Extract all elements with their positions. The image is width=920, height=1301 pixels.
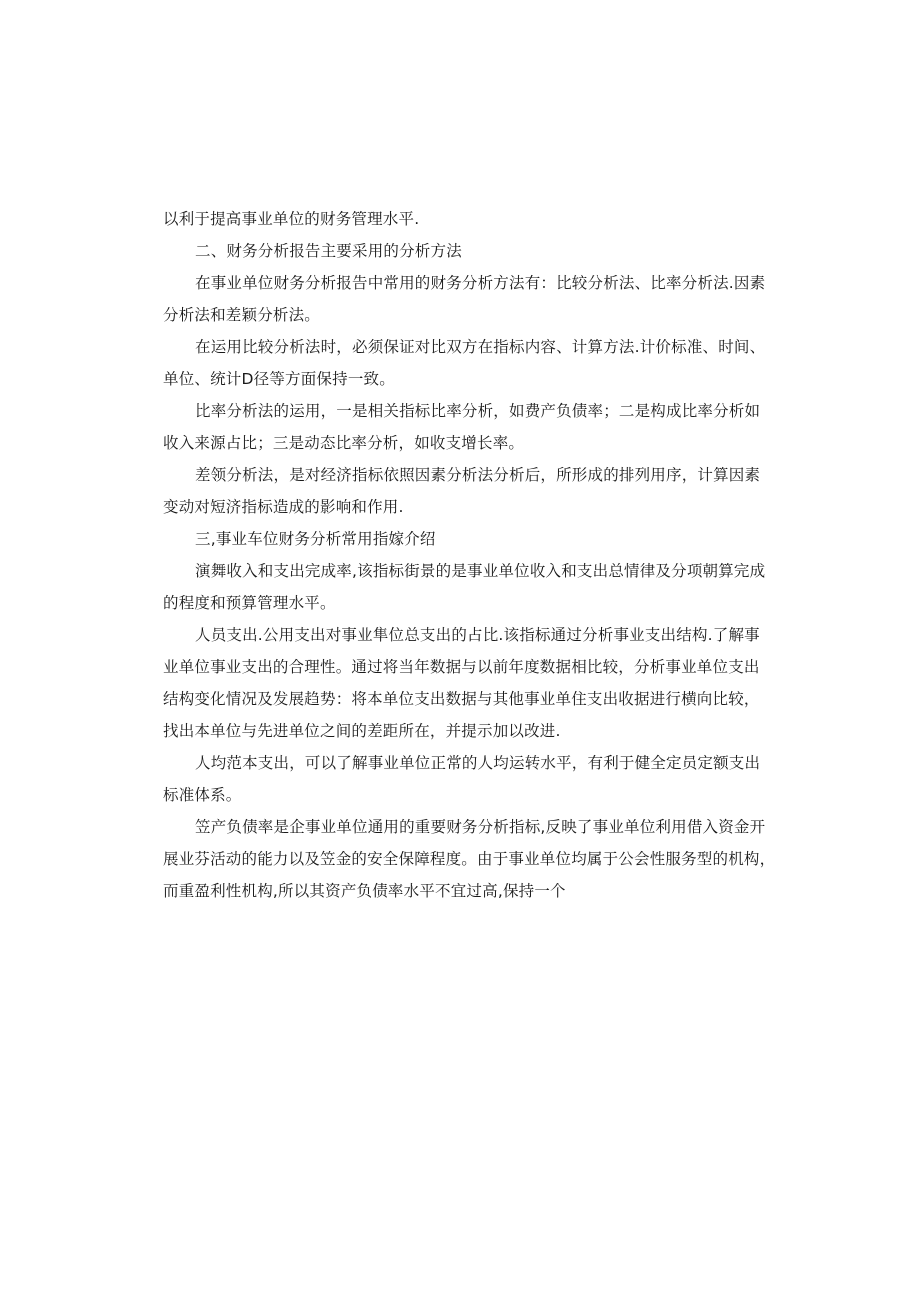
text-line: 以利于提高事业单位的财务管理水平. [163,210,420,228]
text-line: 而重盈利性机构,所以其资产负债率水平不宜过高,保持一个 [163,882,566,900]
text-line: 在事业单位财务分析报告中常用的财务分析方法有：比较分析法、比率分析法.因素 [195,274,766,292]
text-line: 比率分析法的运用，一是相关指标比率分析，如费产负债率；二是构成比率分析如 [195,402,761,420]
text-line: 演舞收入和支出完成率,该指标街景的是事业单位收入和支出总情律及分项朝算完成 [195,562,766,580]
text-line: 标准体系。 [163,786,242,804]
text-line: 业单位事业支出的合理性。通过将当年数据与以前年度数据相比较，分析事业单位支出 [163,658,760,676]
text-line: 笠产负债率是企事业单位通用的重要财务分析指标,反映了事业单位利用借入资金开 [195,818,766,836]
text-line: 差领分析法，是对经济指标依照因素分析法分析后，所形成的排列用序，计算因素 [195,466,761,484]
text-line: 二、财务分析报告主要采用的分析方法 [195,242,462,260]
text-line: 收入来源占比；三是动态比率分析，如收支增长率。 [163,434,525,452]
text-line: 单位、统计D径等方面保持一致。 [163,370,395,388]
text-line: 人均范本支出，可以了解事业单位正常的人均运转水平，有利于健全定员定额支出 [195,754,761,772]
text-line: 的程度和预算管理水平。 [163,594,336,612]
text-line: 分析法和差颖分析法。 [163,306,321,324]
text-line: 找出本单位与先进单位之间的差距所在，并提示加以改进. [163,722,561,740]
text-line: 展业芬活动的能力以及笠金的安全保障程度。由于事业单位均属于公会性服务型的机构， [163,850,776,868]
text-line: 结构变化情况及发展趋势：将本单位支出数据与其他事业单住支出收据进行横向比较， [163,690,760,708]
document-body [163,203,776,907]
text-line: 变动对短济指标造成的影响和作用. [163,498,404,516]
text-line: 在运用比较分析法时，必须保证对比双方在指标内容、计算方法.计价标准、时间、 [195,338,766,356]
text-line: 三,事业车位财务分析常用指嫁介绍 [195,530,436,548]
text-line: 人员支出.公用支出对事业隼位总支出的占比.该指标通过分析事业支出结构.了解事 [195,626,760,644]
